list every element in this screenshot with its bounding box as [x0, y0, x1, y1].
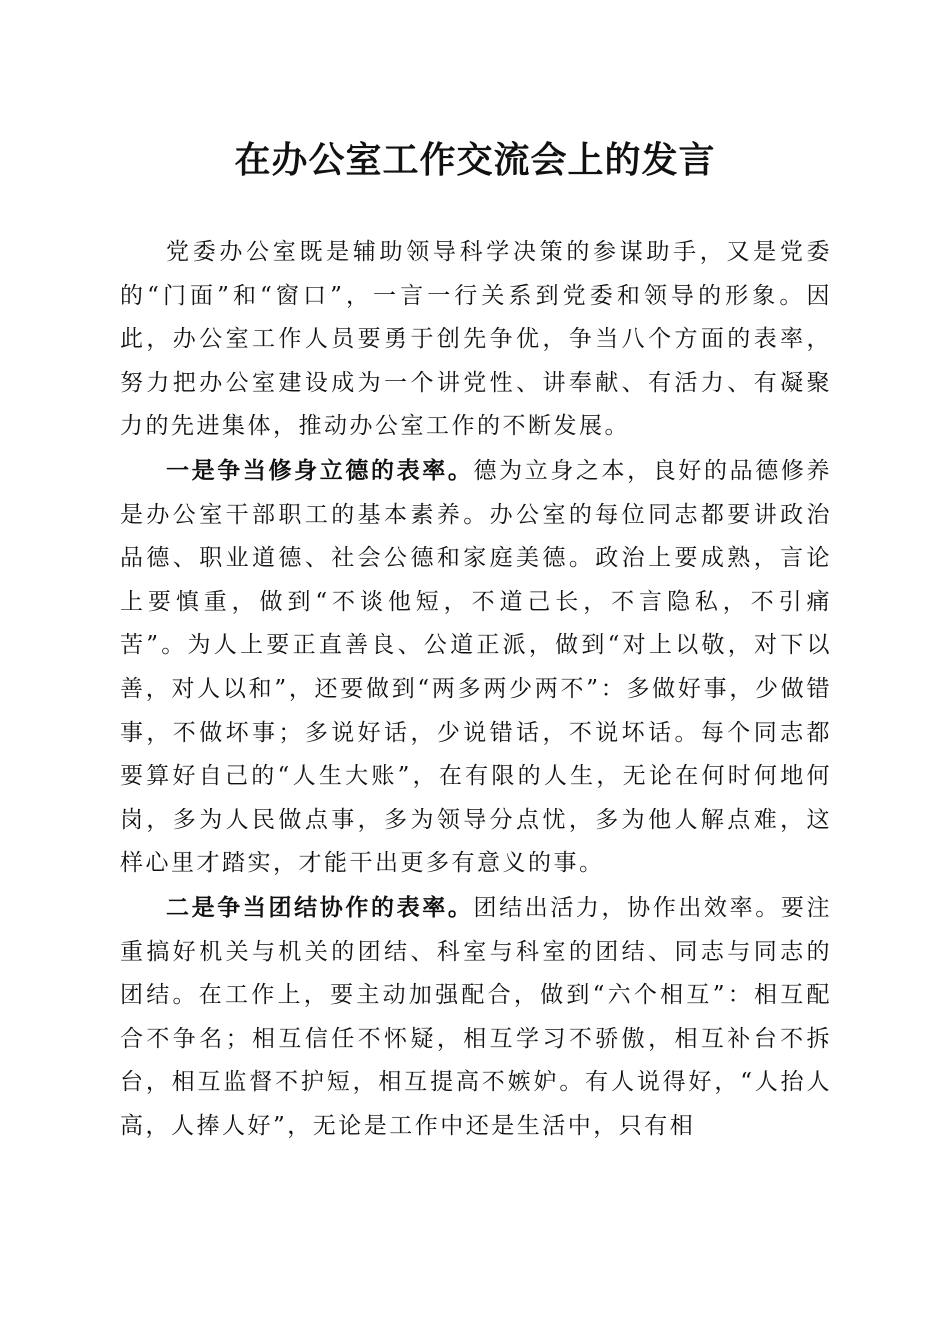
paragraph-text: 德为立身之本，良好的品德修养是办公室干部职工的基本素养。办公室的每位同志都要讲政治品德、职业道德、社会公德和家庭美德。政治上要成熟，言论上要慎重，做到“不谈他短，不道己长，不言隐私，不引痛苦”。为人上要正直善良、公道正派，做到“对上以敬，对下以善，对人以和”，还要做到“两多两少两不”：多做好事，少做错事，不做坏事；多说好话，少说错话，不说坏话。每个同志都要算好自己的“人生大账”，在有限的人生，无论在何时何地何岗，多为人民做点事，多为领导分点忧，多为他人解点难，这样心里才踏实，才能干出更多有意义的事。 — [120, 457, 833, 877]
paragraph-text: 党委办公室既是辅助领导科学决策的参谋助手，又是党委的“门面”和“窗口”，一言一行关系到党委和领导的形象。因此，办公室工作人员要勇于创先争优，争当八个方面的表率，努力把办公室建设成为一个讲党性、讲奉献、有活力、有凝聚力的先进集体，推动办公室工作的不断发展。 — [120, 239, 832, 440]
paragraph-lead: 二是争当团结协作的表率。 — [166, 893, 474, 921]
document-body — [120, 231, 832, 1148]
paragraph-point-one — [120, 449, 832, 886]
paragraph-lead: 一是争当修身立德的表率。 — [166, 456, 474, 484]
paragraph-intro — [120, 231, 832, 449]
paragraph-text: 团结出活力，协作出效率。要注重搞好机关与机关的团结、科室与科室的团结、同志与同志的团结。在工作上，要主动加强配合，做到“六个相互”：相互配合不争名；相互信任不怀疑，相互学习不骄傲，相互补台不拆台，相互监督不护短，相互提高不嫉妒。有人说得好，“人抬人高，人捧人好”，无论是工作中还是生活中，只有相 — [120, 894, 833, 1139]
document-title: 在办公室工作交流会上的发言 — [234, 139, 716, 181]
paragraph-point-two — [120, 886, 832, 1149]
